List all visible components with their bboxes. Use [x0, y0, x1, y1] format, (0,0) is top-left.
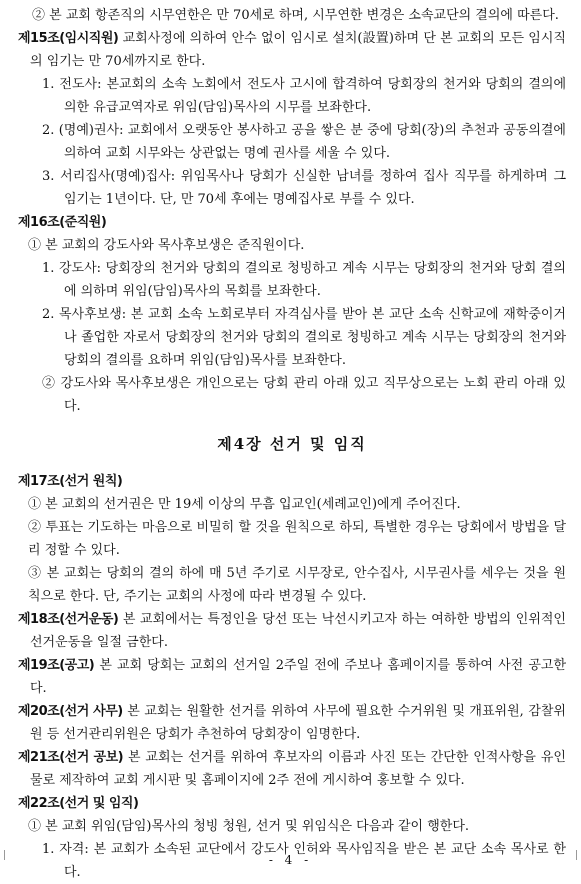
article-16-clause-2: ② 강도사와 목사후보생은 개인으로는 당회 관리 아래 있고 직무상으로는 노회 관리 아래 있다.: [42, 376, 566, 414]
page-number: - 4 -: [268, 853, 313, 867]
article-18: 제18조(선거운동) 본 교회에서는 특정인을 당선 또는 낙선시키고자 하는 여하한 방법의 인위적인 선거운동을 일절 금한다.: [18, 612, 566, 650]
article-22: [18, 792, 566, 815]
document-body: [18, 4, 566, 884]
article-21: 제21조(선거 공보) 본 교회는 선거를 위하여 후보자의 이름과 사진 또는 간단한 인적사항을 유인물로 제작하여 교회 게시판 및 홈페이지에 2주 전에 게시하여 홍보할 수 있다.: [18, 750, 566, 788]
article-17-clause-2: ② 투표는 기도하는 마음으로 비밀히 할 것을 원칙으로 하되, 특별한 경우는 당회에서 방법을 달리 정할 수 있다.: [28, 520, 566, 558]
article-22-item-1: 1. 자격: 본 교회가 소속된 교단에서 강도사 인허와 목사임직을 받은 본 교단 소속 목사로 한다.: [42, 842, 566, 880]
article-18-heading: 제18조(선거운동): [18, 612, 119, 627]
paragraph-retirement-age: ② 본 교회 항존직의 시무연한은 만 70세로 하며, 시무연한 변경은 소속교단의 결의에 따른다.: [32, 8, 559, 23]
article-20-heading: 제20조(선거 사무): [18, 704, 123, 719]
article-16: [18, 211, 566, 234]
article-15-item-2: 2. (명예)권사: 교회에서 오랫동안 봉사하고 공을 쌓은 분 중에 당회(장)의 추천과 공동의결에 의하여 교회 시무와는 상관없는 명예 권사를 세울 수 있다.: [42, 123, 566, 161]
article-19-heading: 제19조(공고): [18, 658, 95, 673]
chapter-title: 제4장 선거 및 임직: [217, 435, 367, 453]
article-17: [18, 470, 566, 493]
article-17-heading: 제17조(선거 원칙): [18, 474, 123, 489]
article-21-heading: 제21조(선거 공보): [18, 750, 124, 765]
article-16-item-2: 2. 목사후보생: 본 교회 소속 노회로부터 자격심사를 받아 본 교단 소속 신학교에 재학중이거나 졸업한 자로서 당회장의 천거와 당회의 결의로 청빙하고 계속 시무는 당회장의 천거와 당회의 결의를 요하며 위임(담임)목사를 보좌한다.: [42, 307, 566, 368]
article-16-heading: 제16조(준직원): [18, 215, 107, 230]
article-19: 제19조(공고) 본 교회 당회는 교회의 선거일 2주일 전에 주보나 홈페이지를 통하여 사전 공고한다.: [18, 658, 566, 696]
article-20: 제20조(선거 사무) 본 교회는 원활한 선거를 위하여 사무에 필요한 수거위원 및 개표위원, 감찰위원 등 선거관리위원은 당회가 추천하여 당회장이 임명한다.: [18, 704, 566, 742]
article-15-item-1: 1. 전도사: 본교회의 소속 노회에서 전도사 고시에 합격하여 당회장의 천거와 당회의 결의에 의한 유급교역자로 위임(담임)목사의 시무를 보좌한다.: [42, 77, 566, 115]
article-15-heading: 제15조(임시직원): [18, 31, 119, 46]
article-17-clause-1: ① 본 교회의 선거권은 만 19세 이상의 무흠 입교인(세례교인)에게 주어진다.: [28, 497, 461, 512]
article-22-clause-1: ① 본 교회 위임(담임)목사의 청빙 청원, 선거 및 위임식은 다음과 같이 행한다.: [28, 819, 470, 834]
article-16-clause-1: ① 본 교회의 강도사와 목사후보생은 준직원이다.: [28, 238, 305, 253]
article-15-item-3: 3. 서리집사(명예)집사: 위임목사나 당회가 신실한 남녀를 정하여 집사 직무를 하게하며 그 임기는 1년이다. 단, 만 70세 후에는 명예집사로 부를 수 있다.: [42, 169, 566, 207]
article-15: 제15조(임시직원) 교회사정에 의하여 안수 없이 임시로 설치(設置)하며 단 본 교회의 모든 임시직의 임기는 만 70세까지로 한다.: [18, 31, 566, 69]
article-17-clause-3: ③ 본 교회는 당회의 결의 하에 매 5년 주기로 시무장로, 안수집사, 시무권사를 세우는 것을 원칙으로 한다. 단, 주기는 교회의 사정에 따라 변경될 수 있다.: [28, 566, 566, 604]
article-22-heading: 제22조(선거 및 임직): [18, 796, 139, 811]
article-16-item-1: 1. 강도사: 당회장의 천거와 당회의 결의로 청빙하고 계속 시무는 당회장의 천거와 당회 결의에 의하며 위임(담임)목사의 목회를 보좌한다.: [42, 261, 566, 299]
